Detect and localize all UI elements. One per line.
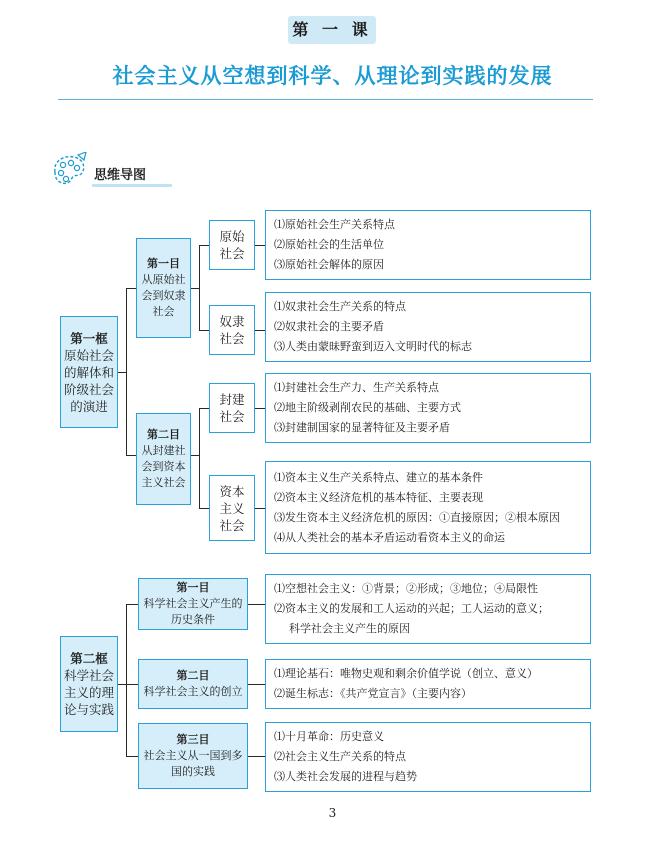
list-item: ⑵奴隶社会的主要矛盾 [274, 320, 384, 333]
sub-nuli-items [265, 292, 591, 362]
frame2-mu1-head: 第一目 [176, 581, 210, 594]
frame1-label [60, 316, 118, 428]
list-item: ⑴奴隶社会生产关系的特点 [274, 300, 406, 313]
frame1-mu2-text: 从封建社会到资本主义社会 [141, 444, 186, 489]
frame2-mu1-label [138, 578, 248, 630]
list-item: ⑶原始社会解体的原因 [274, 258, 384, 271]
frame1-mu2-label [136, 413, 191, 505]
frame2-mu2-label [138, 659, 248, 709]
list-item: ⑵资本主义经济危机的基本特征、主要表现 [274, 490, 483, 504]
palette-icon [50, 152, 90, 188]
frame1-mu2-head: 第二目 [147, 428, 180, 441]
frame2-label [60, 636, 118, 732]
list-item: ⑶人类由蒙昧野蛮到迈入文明时代的标志 [274, 340, 472, 353]
list-item: ⑵诞生标志：《共产党宣言》（主要内容） [274, 687, 472, 700]
frame2-mu1-items [265, 574, 591, 644]
frame2-mu2-head: 第二目 [176, 669, 210, 682]
list-item: 科学社会主义产生的原因 [289, 622, 410, 635]
list-item: ⑶发生资本主义经济危机的原因：①直接原因；②根本原因 [274, 510, 560, 524]
sub-fengjian-label: 封建社会 [209, 383, 255, 433]
frame1-mu1-head: 第一目 [147, 257, 180, 270]
list-item: ⑵资本主义的发展和工人运动的兴起；工人运动的意义； [274, 602, 549, 615]
sub-zibenzhuyi-items [265, 461, 591, 554]
frame2-mu2-text: 科学社会主义的创立 [143, 685, 243, 698]
list-item: ⑷从人类社会的基本矛盾运动看资本主义的命运 [274, 530, 505, 544]
list-item: ⑶人类社会发展的进程与趋势 [274, 770, 417, 783]
sub-zibenzhuyi-label: 资本主义社会 [209, 475, 255, 541]
frame2-mu1-text: 科学社会主义产生的历史条件 [143, 597, 243, 626]
frame1-label-head: 第一框 [70, 330, 108, 346]
title-rule [58, 99, 593, 100]
frame2-mu3-label [138, 723, 248, 789]
section-title: 思维导图 [94, 168, 147, 183]
sub-yuanshi-label: 原始社会 [209, 220, 255, 270]
page-number: 3 [328, 806, 337, 820]
list-item: ⑴理论基石：唯物史观和剩余价值学说（创立、意义） [274, 667, 538, 680]
lesson-label: 第 一 课 [288, 16, 376, 44]
list-item: ⑴空想社会主义：①背景；②形成；③地位；④局限性 [274, 582, 538, 595]
list-item: ⑴资本主义生产关系特点、建立的基本条件 [274, 470, 483, 484]
list-item: ⑵社会主义生产关系的特点 [274, 750, 406, 763]
list-item: ⑵原始社会的生活单位 [274, 238, 384, 251]
sub-yuanshi-items [265, 210, 591, 280]
frame1-mu1-text: 从原始社会到奴隶社会 [141, 273, 186, 318]
list-item: ⑶封建制国家的显著特征及主要矛盾 [274, 421, 450, 434]
frame2-mu3-text: 社会主义从一国到多国的实践 [143, 749, 243, 778]
frame2-mu3-head: 第三目 [176, 733, 210, 746]
frame1-mu1-label [136, 238, 191, 338]
frame2-mu2-items [265, 659, 591, 709]
list-item: ⑴十月革命：历史意义 [274, 730, 384, 743]
page-title: 社会主义从空想到科学、从理论到实践的发展 [112, 63, 553, 88]
frame2-mu3-items [265, 722, 591, 792]
list-item: ⑴原始社会生产关系特点 [274, 218, 395, 231]
section-underline [92, 184, 172, 187]
frame2-label-head: 第二框 [70, 651, 108, 666]
sub-nuli-label: 奴隶社会 [209, 305, 255, 355]
frame1-label-text: 原始社会的解体和阶级社会的演进 [63, 347, 114, 414]
frame2-label-text: 科学社会主义的理论与实践 [63, 668, 114, 717]
list-item: ⑵地主阶级剥削农民的基础、主要方式 [274, 401, 461, 414]
list-item: ⑴封建社会生产力、生产关系特点 [274, 381, 439, 394]
sub-fengjian-items [265, 373, 591, 443]
